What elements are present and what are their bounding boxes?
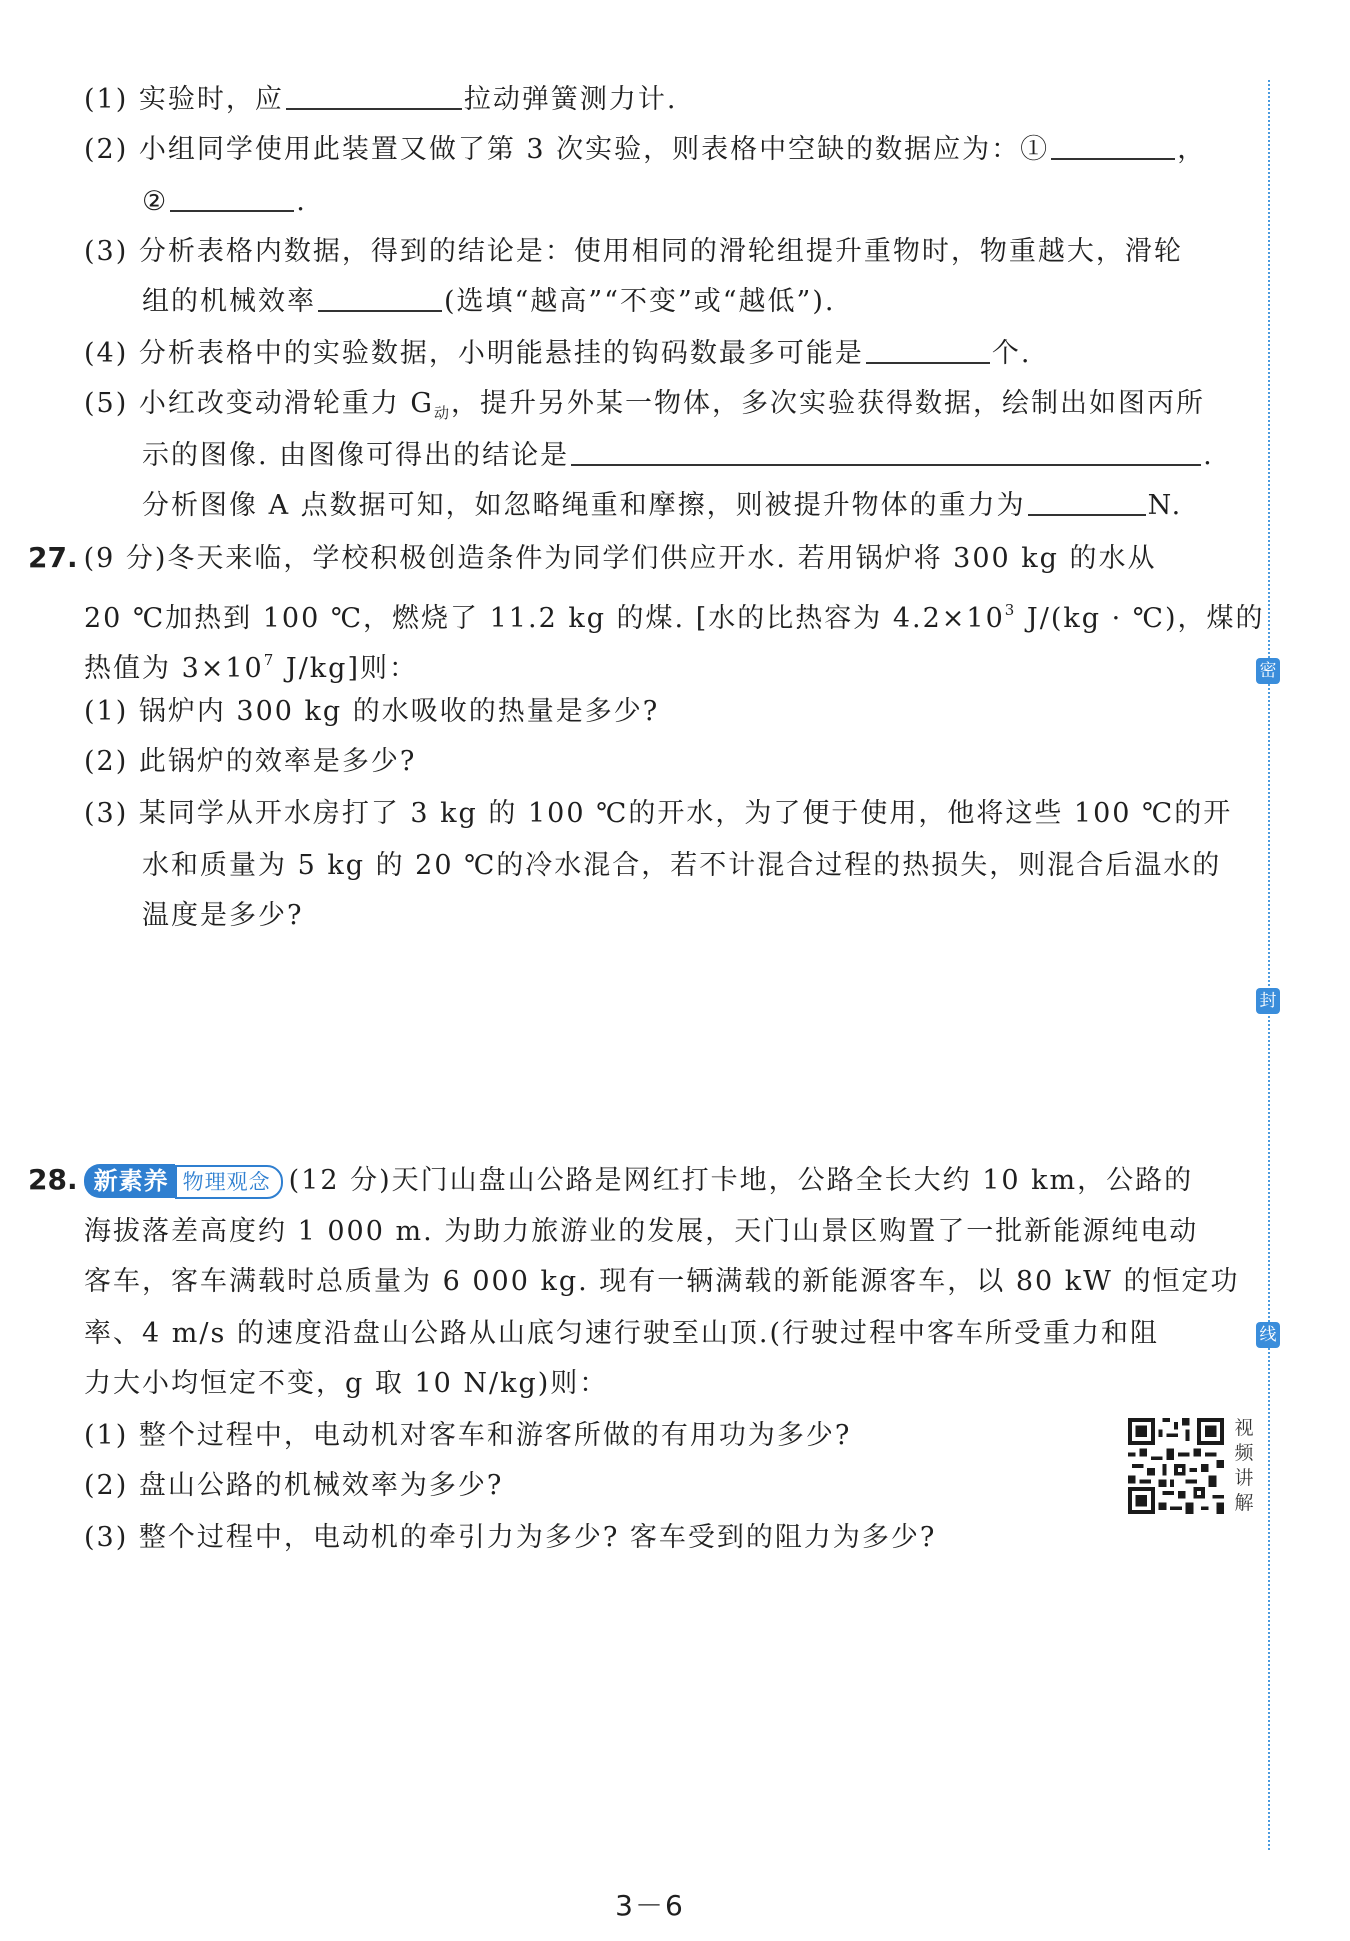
- margin-tag-feng: 封: [1256, 988, 1280, 1014]
- subscript: 动: [434, 404, 452, 422]
- part-text: .: [1203, 440, 1214, 471]
- question-number: 27.: [28, 541, 78, 574]
- part-number: (2): [84, 134, 129, 165]
- qr-label-char: 视: [1234, 1417, 1254, 1439]
- margin-tag-xian: 线: [1256, 1322, 1280, 1348]
- part-text: ，: [1177, 134, 1207, 165]
- part-number: (1): [84, 1420, 129, 1451]
- q28-sub1: [84, 1418, 851, 1454]
- circle-number: ②: [142, 186, 169, 217]
- q28-sub3: [84, 1520, 936, 1556]
- q26-part3: [84, 234, 1183, 270]
- part-number: (1): [84, 84, 129, 115]
- q28-line4: [84, 1316, 1159, 1352]
- answer-blank[interactable]: [571, 438, 1201, 466]
- qr-label-char: 讲: [1234, 1467, 1254, 1489]
- superscript: 7: [263, 651, 276, 669]
- part-text: 整个过程中，电动机对客车和游客所做的有用功为多少?: [138, 1420, 852, 1451]
- part-text: N.: [1147, 490, 1183, 521]
- part-text: 此锅炉的效率是多少?: [138, 746, 417, 777]
- answer-blank[interactable]: [318, 284, 442, 312]
- part-text: 组的机械效率: [142, 286, 316, 317]
- part-text: (选填“越高”“不变”或“越低”).: [444, 286, 836, 317]
- superscript: 3: [1004, 601, 1017, 619]
- q27-line1: [28, 540, 1157, 577]
- q27-sub3-cont2: [142, 898, 303, 934]
- part-text: 整个过程中，电动机的牵引力为多少? 客车受到的阻力为多少?: [138, 1522, 937, 1553]
- binding-margin-line: [1268, 80, 1270, 1850]
- part-number: (3): [84, 798, 129, 829]
- q27-sub3: [84, 796, 1232, 832]
- answer-blank[interactable]: [286, 82, 462, 110]
- margin-tag-mi: 密: [1256, 658, 1280, 684]
- q26-part5-cont2: [142, 488, 1182, 524]
- part-text: ，提升另外某一物体，多次实验获得数据，绘制出如图丙所: [451, 388, 1206, 419]
- question-text: 海拔落差高度约 1 000 m. 为助力旅游业的发展，天门山景区购置了一批新能源纯电动: [84, 1216, 1199, 1247]
- q28-line1: [28, 1162, 1193, 1199]
- part-text: 盘山公路的机械效率为多少?: [138, 1470, 504, 1501]
- question-text: 热值为 3×10: [84, 653, 264, 684]
- part-text: 小组同学使用此装置又做了第 3 次实验，则表格中空缺的数据应为：①: [138, 134, 1050, 165]
- answer-blank[interactable]: [1051, 132, 1175, 160]
- q26-part5-cont1: [142, 438, 1214, 474]
- q26-part5: [84, 386, 1205, 431]
- part-text: 分析图像 A 点数据可知，如忽略绳重和摩擦，则被提升物体的重力为: [142, 490, 1026, 521]
- question-text: 力大小均恒定不变，g 取 10 N/kg)则：: [84, 1368, 609, 1399]
- q28-line2: [84, 1214, 1198, 1250]
- answer-blank[interactable]: [170, 184, 294, 212]
- page-number: 3－6: [615, 1889, 685, 1922]
- q26-part4: [84, 336, 1031, 372]
- part-number: (2): [84, 1470, 129, 1501]
- q28-sub2: [84, 1468, 503, 1504]
- part-text: 示的图像. 由图像可得出的结论是: [142, 440, 570, 471]
- part-text: 锅炉内 300 kg 的水吸收的热量是多少?: [138, 696, 660, 727]
- new-literacy-badge: 新素养: [84, 1164, 175, 1198]
- q27-line3: [84, 642, 418, 687]
- question-text: 客车，客车满载时总质量为 6 000 kg. 现有一辆满载的新能源客车，以 80 kW 的恒定功: [84, 1266, 1240, 1297]
- q26-part1: [84, 82, 677, 118]
- question-text: 率、4 m/s 的速度沿盘山公路从山底匀速行驶至山顶.(行驶过程中客车所受重力和阻: [84, 1318, 1160, 1349]
- part-number: (1): [84, 696, 129, 727]
- part-text: 分析表格内数据，得到的结论是：使用相同的滑轮组提升重物时，物重越大，滑轮: [138, 236, 1183, 267]
- q27-sub3-cont1: [142, 848, 1221, 884]
- q28-line5: [84, 1366, 608, 1402]
- part-text: 温度是多少?: [142, 900, 304, 931]
- question-text: 20 ℃加热到 100 ℃，燃烧了 11.2 kg 的煤. [水的比热容为 4.2×10: [84, 603, 1005, 634]
- qr-label-char: 解: [1234, 1492, 1254, 1514]
- q27-line2: [84, 592, 1264, 637]
- part-text: 小红改变动滑轮重力 G: [138, 388, 434, 419]
- part-number: (2): [84, 746, 129, 777]
- answer-blank[interactable]: [1028, 488, 1146, 516]
- part-number: (3): [84, 1522, 129, 1553]
- question-text: J/(kg · ℃)，煤的: [1016, 603, 1265, 634]
- category-badge: 物理观念: [175, 1165, 283, 1199]
- answer-blank[interactable]: [866, 336, 990, 364]
- q28-line3: [84, 1264, 1240, 1300]
- qr-label-char: 频: [1234, 1442, 1254, 1464]
- part-text: 拉动弹簧测力计.: [463, 84, 678, 115]
- q26-part2: [84, 132, 1206, 168]
- part-text: .: [296, 186, 307, 217]
- video-explanation-label: [1232, 1416, 1256, 1516]
- question-number: 28.: [28, 1163, 78, 1196]
- q27-sub2: [84, 744, 416, 780]
- question-text: (12 分)天门山盘山公路是网红打卡地，公路全长大约 10 km，公路的: [288, 1165, 1194, 1196]
- part-number: (4): [84, 338, 129, 369]
- q26-part2-cont: [142, 184, 307, 220]
- part-text: 某同学从开水房打了 3 kg 的 100 ℃的开水，为了便于使用，他将这些 100 ℃的开: [138, 798, 1233, 829]
- question-text: J/kg]则：: [275, 653, 418, 684]
- part-text: 分析表格中的实验数据，小明能悬挂的钩码数最多可能是: [138, 338, 864, 369]
- part-number: (5): [84, 388, 129, 419]
- part-text: 实验时，应: [138, 84, 284, 115]
- part-text: 个.: [991, 338, 1032, 369]
- question-text: (9 分)冬天来临，学校积极创造条件为同学们供应开水. 若用锅炉将 300 kg 的水从: [83, 543, 1157, 574]
- qr-code-icon[interactable]: [1128, 1418, 1224, 1514]
- part-number: (3): [84, 236, 129, 267]
- q27-sub1: [84, 694, 659, 730]
- part-text: 水和质量为 5 kg 的 20 ℃的冷水混合，若不计混合过程的热损失，则混合后温水的: [142, 850, 1222, 881]
- q26-part3-cont: [142, 284, 835, 320]
